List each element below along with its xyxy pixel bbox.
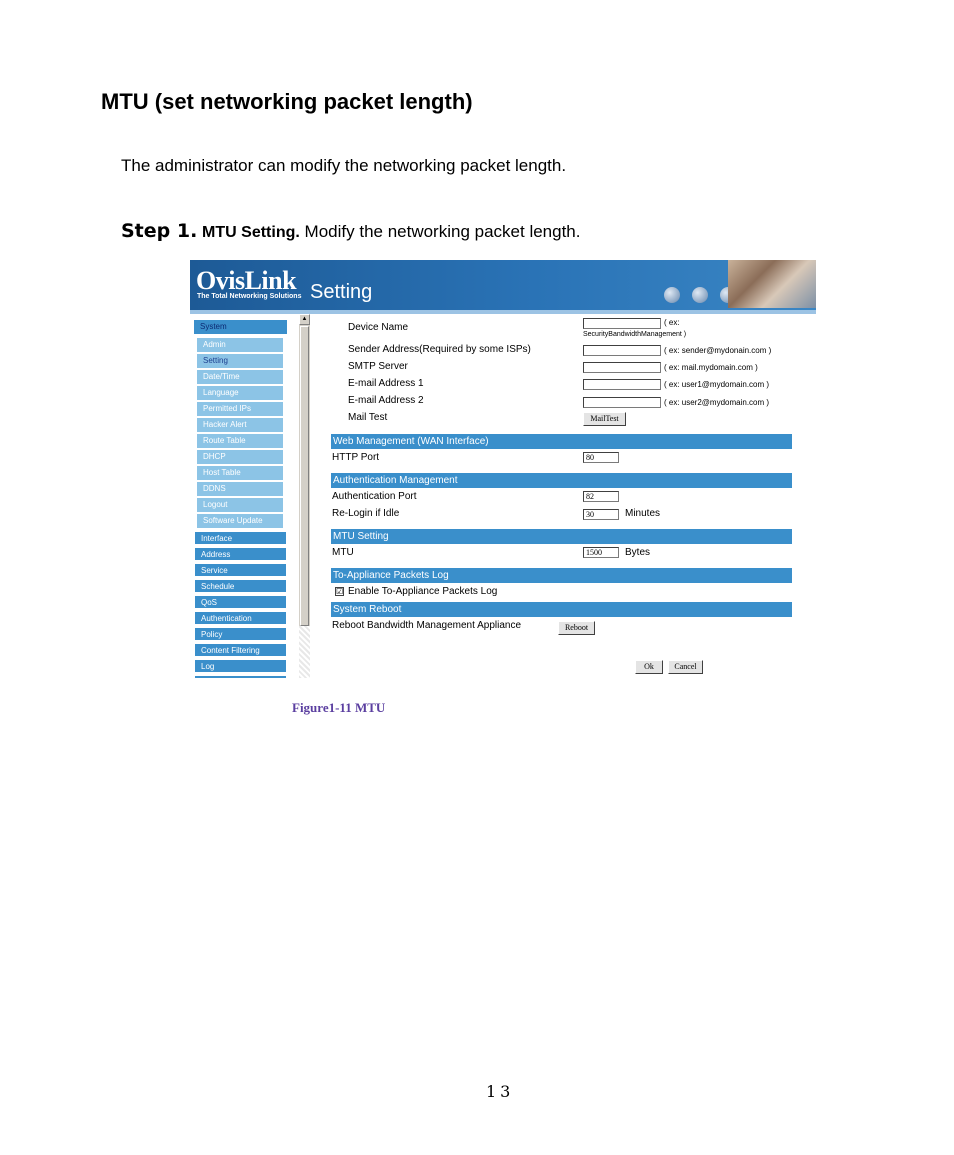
banner-photo: [728, 260, 816, 308]
mtu-setting-section: MTU Setting: [331, 529, 792, 544]
relogin-input[interactable]: 30: [583, 509, 619, 520]
email2-hint: ( ex: user2@mydomain.com ): [664, 398, 770, 407]
nav-address[interactable]: Address: [194, 547, 287, 561]
globe-icon: [664, 287, 680, 303]
step-text: Modify the networking packet length.: [304, 222, 581, 241]
nav-item-hacker-alert[interactable]: Hacker Alert: [197, 418, 283, 432]
scroll-up-icon[interactable]: ▲: [299, 314, 310, 325]
nav-qos[interactable]: QoS: [194, 595, 287, 609]
nav-authentication[interactable]: Authentication: [194, 611, 287, 625]
nav-policy[interactable]: Policy: [194, 627, 287, 641]
reboot-label: Reboot Bandwidth Management Appliance: [332, 620, 522, 631]
smtp-server-input[interactable]: [583, 362, 661, 373]
mail-test-label: Mail Test: [348, 412, 388, 423]
smtp-server-hint: ( ex: mail.mydomain.com ): [664, 363, 758, 372]
nav-log[interactable]: Log: [194, 659, 287, 673]
nav-item-host-table[interactable]: Host Table: [197, 466, 283, 480]
nav-scrollbar[interactable]: [299, 314, 310, 678]
relogin-unit: Minutes: [625, 508, 661, 519]
nav-schedule[interactable]: Schedule: [194, 579, 287, 593]
brand-logo: OvisLink: [196, 266, 297, 295]
sender-address-hint: ( ex: sender@mydonain.com ): [664, 346, 772, 355]
banner-divider: [190, 310, 816, 314]
nav-item-admin[interactable]: Admin: [197, 338, 283, 352]
web-management-section: Web Management (WAN Interface): [331, 434, 792, 449]
nav-more[interactable]: [194, 675, 287, 678]
device-name-label: Device Name: [348, 322, 409, 333]
nav-item-logout[interactable]: Logout: [197, 498, 283, 512]
nav-service[interactable]: Service: [194, 563, 287, 577]
scroll-track[interactable]: [299, 626, 310, 678]
nav-content-filtering[interactable]: Content Filtering: [194, 643, 287, 657]
brand-tagline: The Total Networking Solutions: [197, 293, 302, 300]
email1-hint: ( ex: user1@mydomain.com ): [664, 380, 770, 389]
page-number: 13: [486, 1082, 515, 1101]
step-title: MTU Setting.: [202, 224, 300, 241]
globe-icon: [692, 287, 708, 303]
email2-input[interactable]: [583, 397, 661, 408]
nav-item-ddns[interactable]: DDNS: [197, 482, 283, 496]
email2-label: E-mail Address 2: [348, 395, 424, 406]
nav-system[interactable]: System: [194, 320, 287, 334]
step-line: [121, 220, 580, 242]
device-name-input[interactable]: [583, 318, 661, 329]
authentication-port-input[interactable]: 82: [583, 491, 619, 502]
mtu-label: MTU: [332, 547, 354, 558]
settings-screenshot: [190, 260, 816, 678]
nav-item-software-update[interactable]: Software Update: [197, 514, 283, 528]
sender-address-label: Sender Address(Required by some ISPs): [348, 344, 531, 355]
authentication-management-section: Authentication Management: [331, 473, 792, 488]
mtu-input[interactable]: 1500: [583, 547, 619, 558]
figure-caption: Figure1-11 MTU: [292, 700, 386, 715]
packets-log-section: To-Appliance Packets Log: [331, 568, 792, 583]
email1-input[interactable]: [583, 379, 661, 390]
banner: [190, 260, 816, 310]
cancel-button[interactable]: Cancel: [668, 660, 703, 674]
device-name-hint-example: SecurityBandwidthManagement ): [583, 331, 687, 338]
nav-item-dhcp[interactable]: DHCP: [197, 450, 283, 464]
banner-title: Setting: [310, 281, 373, 303]
reboot-button[interactable]: Reboot: [558, 621, 595, 635]
step-number: Step 1.: [121, 220, 198, 242]
mtu-unit: Bytes: [625, 547, 651, 558]
packets-log-checkbox[interactable]: ☑: [336, 587, 344, 596]
authentication-port-label: Authentication Port: [332, 491, 417, 502]
page-heading: MTU (set networking packet length): [101, 89, 473, 114]
email1-label: E-mail Address 1: [348, 378, 424, 389]
packets-log-label: Enable To-Appliance Packets Log: [348, 586, 498, 597]
device-name-hint: ( ex:: [664, 318, 680, 327]
system-reboot-section: System Reboot: [331, 602, 792, 617]
nav-item-route-table[interactable]: Route Table: [197, 434, 283, 448]
ok-button[interactable]: Ok: [635, 660, 663, 674]
relogin-label: Re-Login if Idle: [332, 508, 400, 519]
nav-interface[interactable]: Interface: [194, 531, 287, 545]
nav-item-datetime[interactable]: Date/Time: [197, 370, 283, 384]
nav-item-setting[interactable]: Setting: [197, 354, 283, 368]
intro-text: The administrator can modify the networking packet length.: [121, 156, 567, 175]
smtp-server-label: SMTP Server: [348, 361, 408, 372]
sender-address-input[interactable]: [583, 345, 661, 356]
http-port-label: HTTP Port: [332, 452, 380, 463]
nav-item-permitted-ips[interactable]: Permitted IPs: [197, 402, 283, 416]
nav-item-language[interactable]: Language: [197, 386, 283, 400]
mail-test-button[interactable]: MailTest: [583, 412, 626, 426]
http-port-input[interactable]: 80: [583, 452, 619, 463]
scroll-thumb[interactable]: [300, 326, 309, 626]
